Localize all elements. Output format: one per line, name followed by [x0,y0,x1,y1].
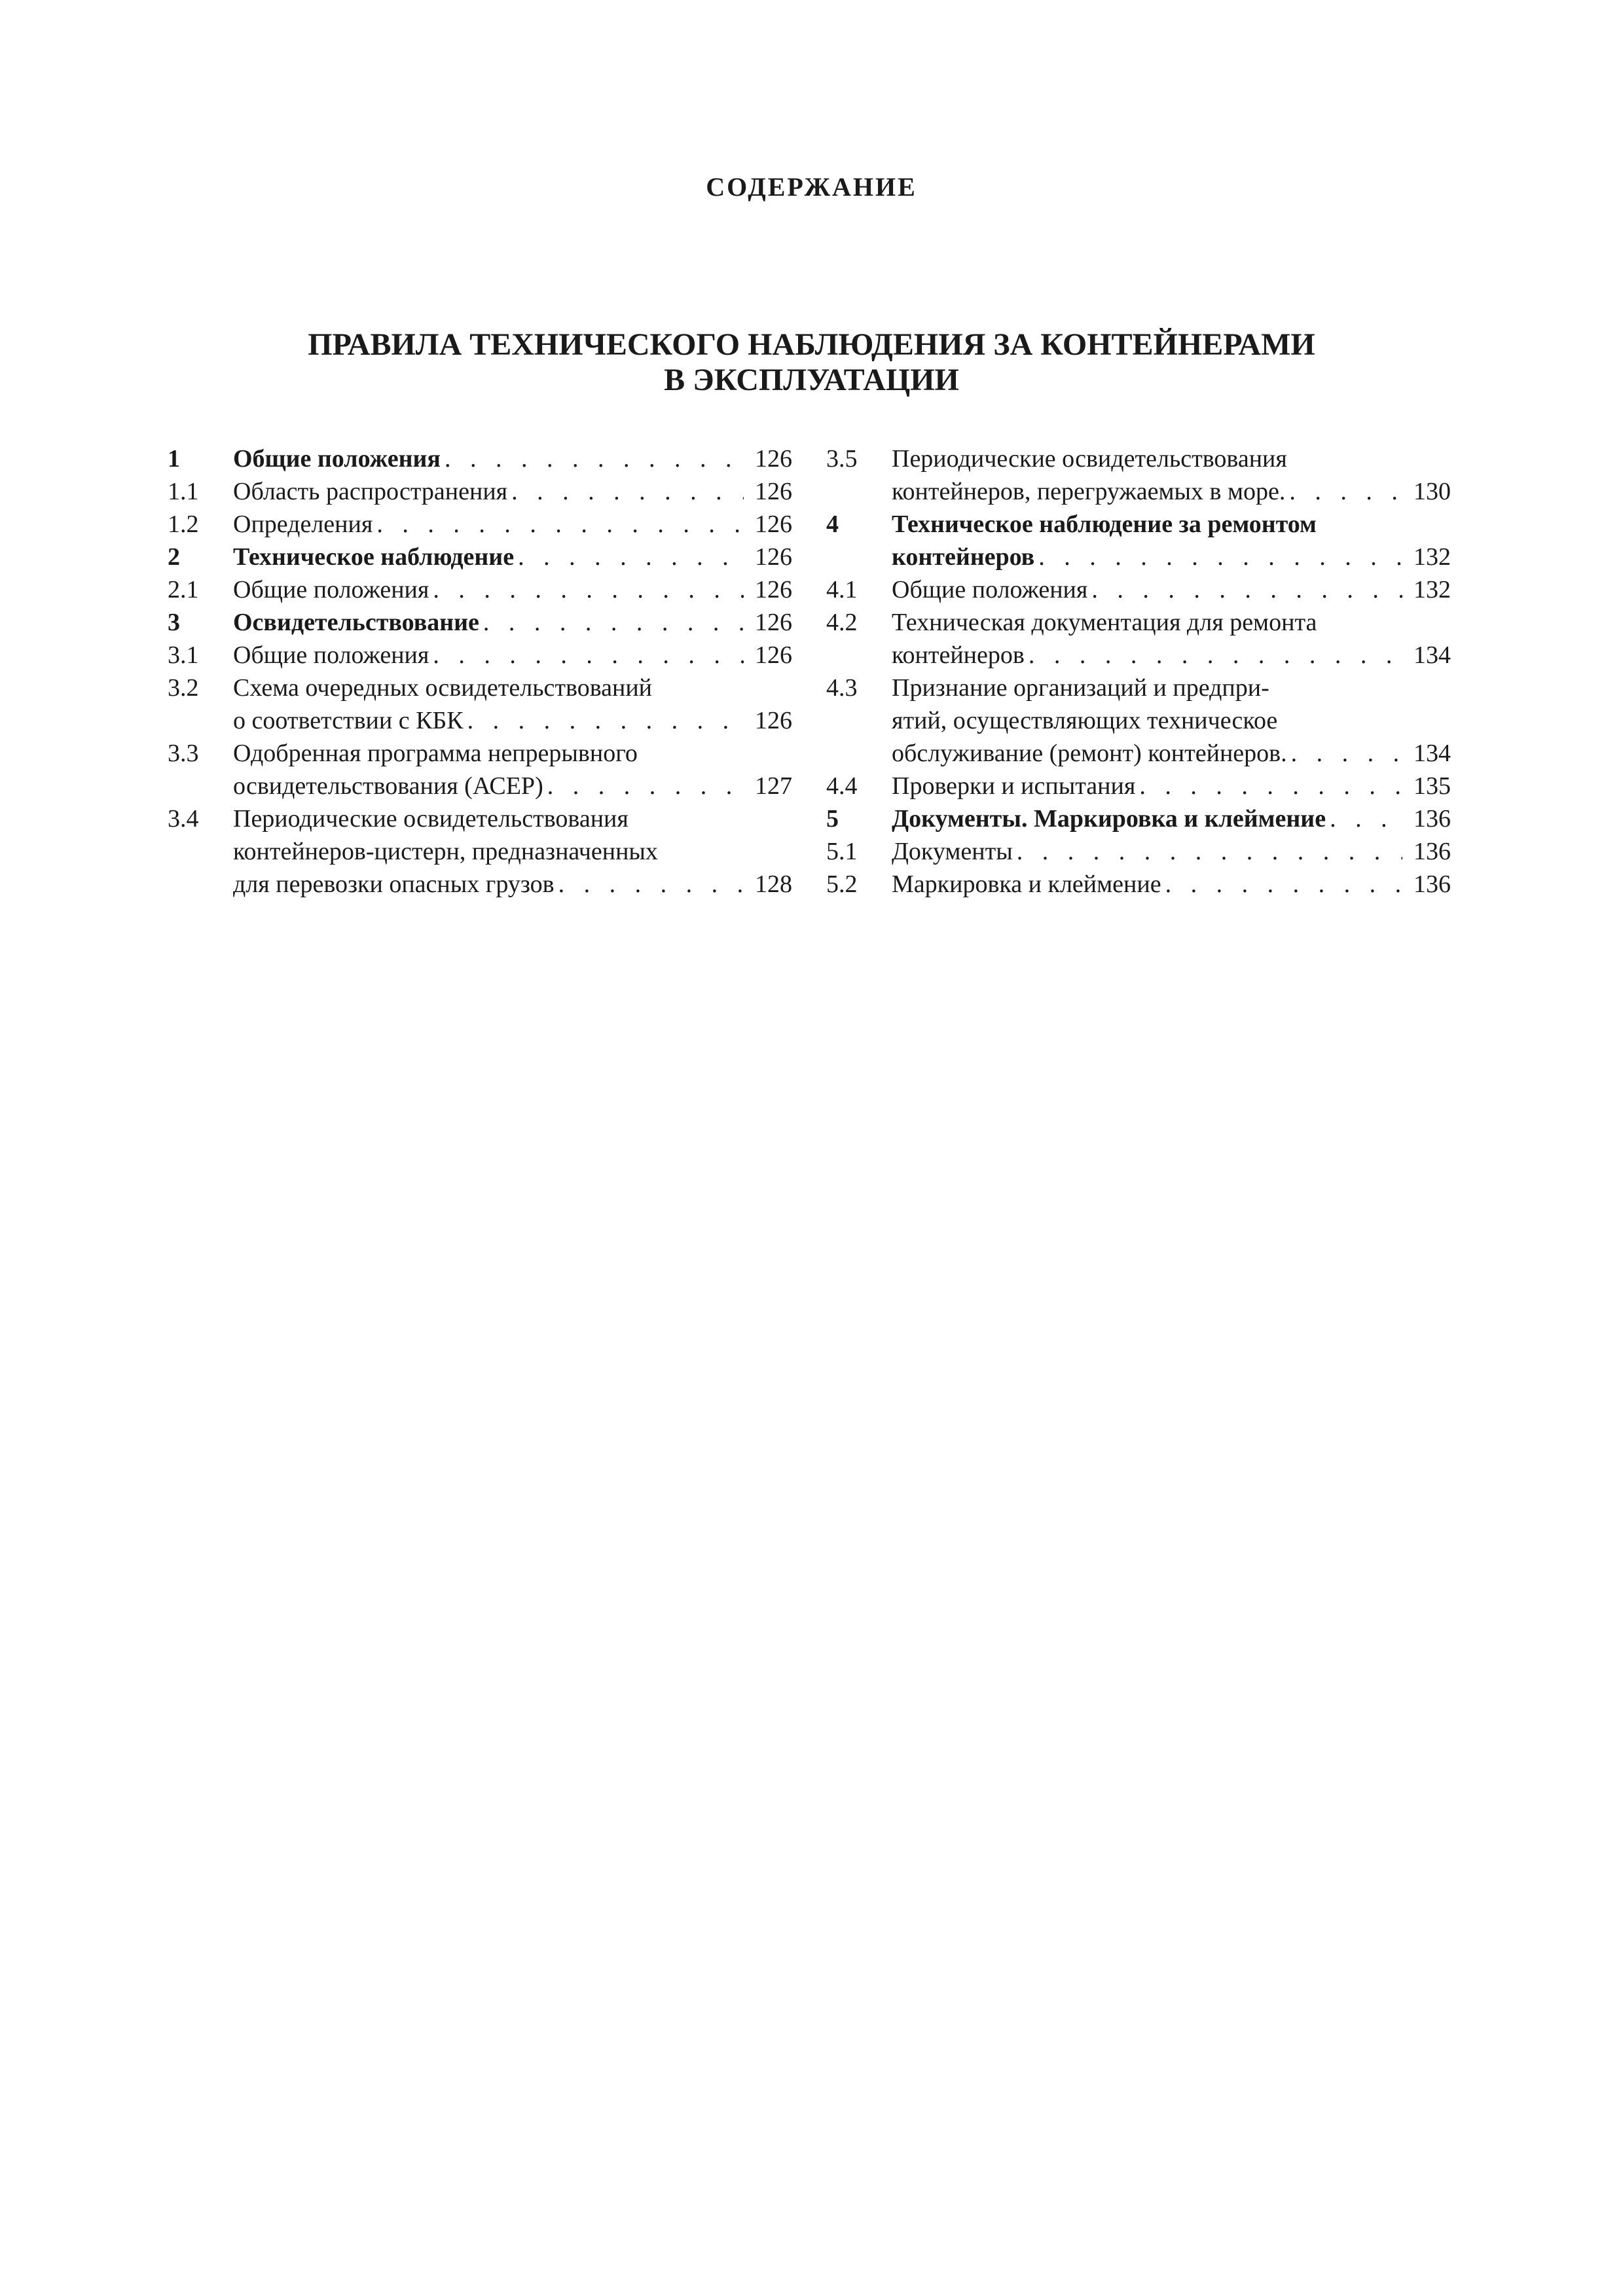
contents-heading: СОДЕРЖАНИЕ [706,172,917,202]
toc-entry-number: 4.3 [826,674,858,702]
toc-entry-title-line: Проверки и испытания [892,772,1136,800]
toc-entry[interactable] [168,672,792,737]
toc-entry-number: 4 [826,511,839,538]
toc-entry[interactable] [168,475,792,508]
toc-entry[interactable] [826,672,1451,770]
toc-entry-title-line: Освидетельствование [233,609,479,636]
toc-entry[interactable] [826,835,1451,868]
toc-entry[interactable] [168,802,792,901]
toc-page-number: 136 [1413,805,1451,833]
toc-entry-number: 3.5 [826,445,858,473]
toc-entry[interactable] [168,508,792,541]
toc-page-number: 126 [755,445,792,473]
toc-entry-title-line: Техническое наблюдение [233,543,515,571]
toc-dot-leader [1038,541,1402,573]
toc-dot-leader [1017,835,1402,868]
toc-dot-leader [467,704,744,737]
toc-page-number: 126 [755,609,792,636]
toc-entry-title-line: о соответствии с КБК [233,707,464,734]
toc-entry-title-line: Определения [233,511,373,538]
toc-page-number: 126 [755,576,792,603]
toc-entry-number: 3.4 [168,805,199,833]
toc-page-number: 134 [1413,641,1451,669]
toc-entry-number: 5.2 [826,870,858,898]
toc-entry-title-line: Область распространения [233,478,508,505]
toc-entry[interactable] [168,541,792,573]
rules-title-line-1: ПРАВИЛА ТЕХНИЧЕСКОГО НАБЛЮДЕНИЯ ЗА КОНТЕЙНЕРАМИ [308,327,1315,362]
toc-entry-title-line: обслуживание (ремонт) контейнеров. [892,740,1287,767]
toc-dot-leader [1330,802,1402,835]
toc-page-number: 127 [755,772,792,800]
toc-entry-number: 1 [168,445,180,473]
toc-entry-number: 3.1 [168,641,199,669]
toc-page-number: 130 [1413,478,1451,505]
toc-dot-leader [445,442,744,475]
toc-dot-leader [433,573,744,606]
toc-page-number: 126 [755,707,792,734]
toc-entry-number: 5.1 [826,838,858,865]
toc-entry[interactable] [168,737,792,802]
toc-entry-title-line: для перевозки опасных грузов [233,870,555,898]
toc-entry[interactable] [168,442,792,475]
toc-entry-title-line: Документы [892,838,1013,865]
toc-entry-number: 4.2 [826,609,858,636]
toc-entry[interactable] [826,442,1451,508]
toc-entry-title-line: Схема очередных освидетельствований [233,674,653,702]
toc-entry-number: 1.1 [168,478,199,505]
toc-dot-leader [1029,639,1402,672]
toc-entry-number: 2.1 [168,576,199,603]
toc-entry-title-line: Периодические освидетельствования [233,805,629,833]
toc-entry[interactable] [168,639,792,672]
toc-page-number: 126 [755,511,792,538]
toc-entry-title-line: ятий, осуществляющих техническое [892,707,1278,734]
toc-dot-leader [558,868,744,901]
toc-page-number: 136 [1413,838,1451,865]
toc-entry[interactable] [826,573,1451,606]
toc-dot-leader [518,541,744,573]
rules-title-line-2: В ЭКСПЛУАТАЦИИ [664,363,959,397]
toc-dot-leader [1139,770,1402,802]
toc-entry[interactable] [168,573,792,606]
toc-dot-leader [1291,737,1402,770]
toc-page-number: 134 [1413,740,1451,767]
toc-page-number: 126 [755,543,792,571]
toc-page-number: 132 [1413,576,1451,603]
toc-page-number: 132 [1413,543,1451,571]
toc-entry[interactable] [826,770,1451,802]
toc-entry-title-line: Техническое наблюдение за ремонтом [892,511,1317,538]
toc-entry-title-line: Признание организаций и предпри- [892,674,1269,702]
toc-dot-leader [483,606,744,639]
toc-entry-title-line: Маркировка и клеймение [892,870,1161,898]
toc-entry-number: 4.4 [826,772,858,800]
toc-entry-number: 3 [168,609,180,636]
toc-page-number: 126 [755,478,792,505]
toc-entry-title-line: Документы. Маркировка и клеймение [892,805,1326,833]
toc-page-number: 126 [755,641,792,669]
toc-right-column [826,442,1451,901]
toc-dot-leader [433,639,744,672]
toc-dot-leader [547,770,744,802]
toc-dot-leader [376,508,744,541]
toc-dot-leader [1165,868,1402,901]
toc-entry[interactable] [826,508,1451,573]
toc-entry[interactable] [168,606,792,639]
toc-page-number: 136 [1413,870,1451,898]
toc-entry[interactable] [826,606,1451,672]
toc-entry-number: 1.2 [168,511,199,538]
toc-entry-title-line: освидетельствования (АСЕР) [233,772,543,800]
toc-entry-title-line: Техническая документация для ремонта [892,609,1317,636]
toc-entry-title-line: Периодические освидетельствования [892,445,1287,473]
toc-entry-title-line: Общие положения [233,576,429,603]
toc-entry-title-line: контейнеров [892,641,1025,669]
toc-page-number: 128 [755,870,792,898]
toc-left-column [168,442,792,901]
toc-entry-title-line: Одобренная программа непрерывного [233,740,638,767]
toc-entry[interactable] [826,802,1451,835]
toc-entry-title-line: контейнеров [892,543,1035,571]
toc-dot-leader [1289,475,1402,508]
toc-entry-title-line: контейнеров-цистерн, предназначенных [233,838,658,865]
toc-entry-title-line: Общие положения [233,445,441,473]
toc-dot-leader [511,475,744,508]
toc-entry[interactable] [826,868,1451,901]
rules-title [0,327,1623,398]
toc-entry-number: 3.3 [168,740,199,767]
toc-entry-number: 5 [826,805,839,833]
toc-page-number: 135 [1413,772,1451,800]
toc-entry-number: 3.2 [168,674,199,702]
toc-entry-number: 4.1 [826,576,858,603]
toc-dot-leader [1091,573,1402,606]
toc-entry-title-line: контейнеров, перегружаемых в море. [892,478,1286,505]
toc-entry-title-line: Общие положения [233,641,429,669]
toc-entry-number: 2 [168,543,180,571]
toc-entry-title-line: Общие положения [892,576,1088,603]
